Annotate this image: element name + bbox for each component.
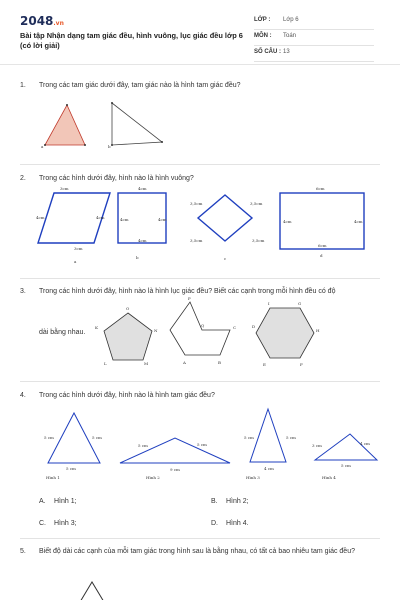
triangle-q5 bbox=[80, 582, 104, 600]
label: 4cm bbox=[138, 186, 147, 191]
shape-irregular-hexagon bbox=[170, 302, 230, 355]
divider bbox=[20, 381, 380, 382]
page-header bbox=[0, 0, 400, 65]
triangle-hinh-2 bbox=[120, 438, 230, 463]
triangle-a bbox=[45, 105, 85, 145]
label: 3 cm bbox=[312, 443, 322, 448]
label: 4cm bbox=[283, 219, 292, 224]
shape-d-rectangle bbox=[280, 193, 364, 249]
option-letter: B. bbox=[211, 498, 218, 505]
label: 4cm bbox=[354, 219, 363, 224]
vertex-label: F bbox=[300, 362, 303, 367]
caption: d bbox=[320, 253, 323, 258]
vertex-label: P bbox=[188, 296, 191, 301]
page-title: Bài tập Nhận dạng tam giác đều, hình vuông, lục giác đều lớp 6 (có lời giải) bbox=[20, 31, 243, 50]
option-b[interactable] bbox=[211, 498, 249, 505]
meta-value: 13 bbox=[283, 49, 290, 55]
vertex-label: K bbox=[95, 325, 98, 330]
vertex-label: N bbox=[154, 328, 158, 333]
vertex-label: L bbox=[104, 361, 107, 366]
option-text: Hình 4. bbox=[226, 520, 249, 527]
question-number: 5. bbox=[20, 548, 26, 555]
label: 5 cm bbox=[66, 466, 76, 471]
vertex-label: I bbox=[268, 301, 270, 306]
meta-row-class bbox=[254, 14, 374, 30]
vertex-label: M bbox=[144, 361, 149, 366]
label: 6cm bbox=[316, 186, 325, 191]
shape-regular-hexagon bbox=[256, 308, 314, 358]
divider bbox=[20, 278, 380, 279]
vertex-label: E bbox=[263, 362, 266, 367]
label: 4cm bbox=[120, 217, 129, 222]
vertex-label: O bbox=[126, 306, 130, 311]
question-text: Trong các hình dưới đây, hình nào là hình tam giác đều? bbox=[39, 392, 215, 399]
vertex-label: D bbox=[252, 324, 256, 329]
label: 3cm bbox=[60, 186, 69, 191]
label: 5 cm bbox=[286, 435, 296, 440]
shape-c-rhombus bbox=[198, 195, 252, 241]
vertex-label: A bbox=[183, 360, 186, 365]
option-text: Hình 2; bbox=[226, 498, 249, 505]
caption: Hình 2 bbox=[146, 475, 160, 480]
question-text: Trong các tam giác dưới đây, tam giác nào là hình tam giác đều? bbox=[39, 82, 241, 89]
label: 4cm bbox=[36, 215, 45, 220]
option-letter: A. bbox=[39, 498, 46, 505]
caption: Hình 1 bbox=[46, 475, 60, 480]
option-a[interactable] bbox=[39, 498, 77, 505]
label: 3,5cm bbox=[190, 238, 203, 243]
vertex-label: B bbox=[218, 360, 221, 365]
meta-table bbox=[254, 14, 374, 62]
vertex-label: C bbox=[233, 325, 237, 330]
label: 5 cm bbox=[244, 435, 254, 440]
option-letter: C. bbox=[39, 520, 46, 527]
option-d[interactable] bbox=[211, 520, 249, 527]
label: 4 cm bbox=[360, 441, 370, 446]
question-number: 2. bbox=[20, 175, 26, 182]
question-text: Trong các hình dưới đây, hình nào là hình lục giác đều? Biết các cạnh trong mỗi hình đều có độ bbox=[39, 288, 336, 295]
caption: c bbox=[224, 256, 227, 261]
q1-label-b: b bbox=[108, 144, 111, 149]
caption: Hình 3 bbox=[246, 475, 260, 480]
label: 3,5cm bbox=[190, 201, 203, 206]
vertex-label: Q bbox=[201, 323, 205, 328]
vertex-label: G bbox=[298, 301, 302, 306]
meta-label: LỚP : bbox=[254, 17, 271, 23]
label: 3,5cm bbox=[250, 201, 263, 206]
label: 5 cm bbox=[138, 443, 148, 448]
q3-figure bbox=[90, 298, 330, 373]
label: 3,5cm bbox=[252, 238, 265, 243]
divider bbox=[20, 164, 380, 165]
label: 4cm bbox=[158, 217, 167, 222]
label: 6cm bbox=[318, 243, 327, 248]
caption: Hình 4 bbox=[322, 475, 336, 480]
q1-label-a: a bbox=[41, 144, 44, 149]
label: 5 cm bbox=[44, 435, 54, 440]
question-text: Trong các hình dưới đây, hình nào là hình vuông? bbox=[39, 175, 194, 182]
question-text: Biết độ dài các cạnh của mỗi tam giác trong hình sau là bằng nhau, có tất cả bao nhiêu tam giác đều? bbox=[39, 548, 355, 555]
meta-row-subject bbox=[254, 30, 374, 46]
site-logo[interactable] bbox=[20, 14, 64, 28]
label: 5 cm bbox=[197, 442, 207, 447]
q4-figure bbox=[40, 405, 380, 485]
q5-figure bbox=[78, 580, 118, 600]
shape-pentagon bbox=[104, 313, 152, 360]
caption: b bbox=[136, 255, 139, 260]
meta-value: Lớp 6 bbox=[283, 17, 299, 23]
label: 9 cm bbox=[170, 467, 180, 472]
question-number: 3. bbox=[20, 288, 26, 295]
label: 5 cm bbox=[92, 435, 102, 440]
caption: a bbox=[74, 259, 77, 264]
question-number: 4. bbox=[20, 392, 26, 399]
question-number: 1. bbox=[20, 82, 26, 89]
triangle-hinh-4 bbox=[315, 434, 377, 460]
label: 3cm bbox=[74, 246, 83, 251]
label: 5 cm bbox=[341, 463, 351, 468]
meta-label: MÔN : bbox=[254, 33, 272, 39]
triangle-b bbox=[112, 103, 162, 145]
logo-main: 2048 bbox=[20, 14, 54, 28]
option-text: Hình 1; bbox=[54, 498, 77, 505]
q1-figure bbox=[40, 100, 170, 150]
label: 4cm bbox=[96, 215, 105, 220]
logo-suffix: .vn bbox=[53, 20, 64, 27]
option-c[interactable] bbox=[39, 520, 77, 527]
divider bbox=[20, 538, 380, 539]
q2-figure bbox=[30, 185, 370, 265]
meta-value: Toán bbox=[283, 33, 297, 39]
question-3-continuation: dài bằng nhau. bbox=[39, 329, 86, 336]
option-letter: D. bbox=[211, 520, 218, 527]
label: 4cm bbox=[138, 238, 147, 243]
triangle-hinh-3 bbox=[250, 409, 286, 462]
meta-label: SỐ CÂU : bbox=[254, 49, 281, 55]
meta-row-count bbox=[254, 46, 374, 62]
option-text: Hình 3; bbox=[54, 520, 77, 527]
label: 4 cm bbox=[264, 466, 274, 471]
vertex-label: H bbox=[316, 328, 320, 333]
